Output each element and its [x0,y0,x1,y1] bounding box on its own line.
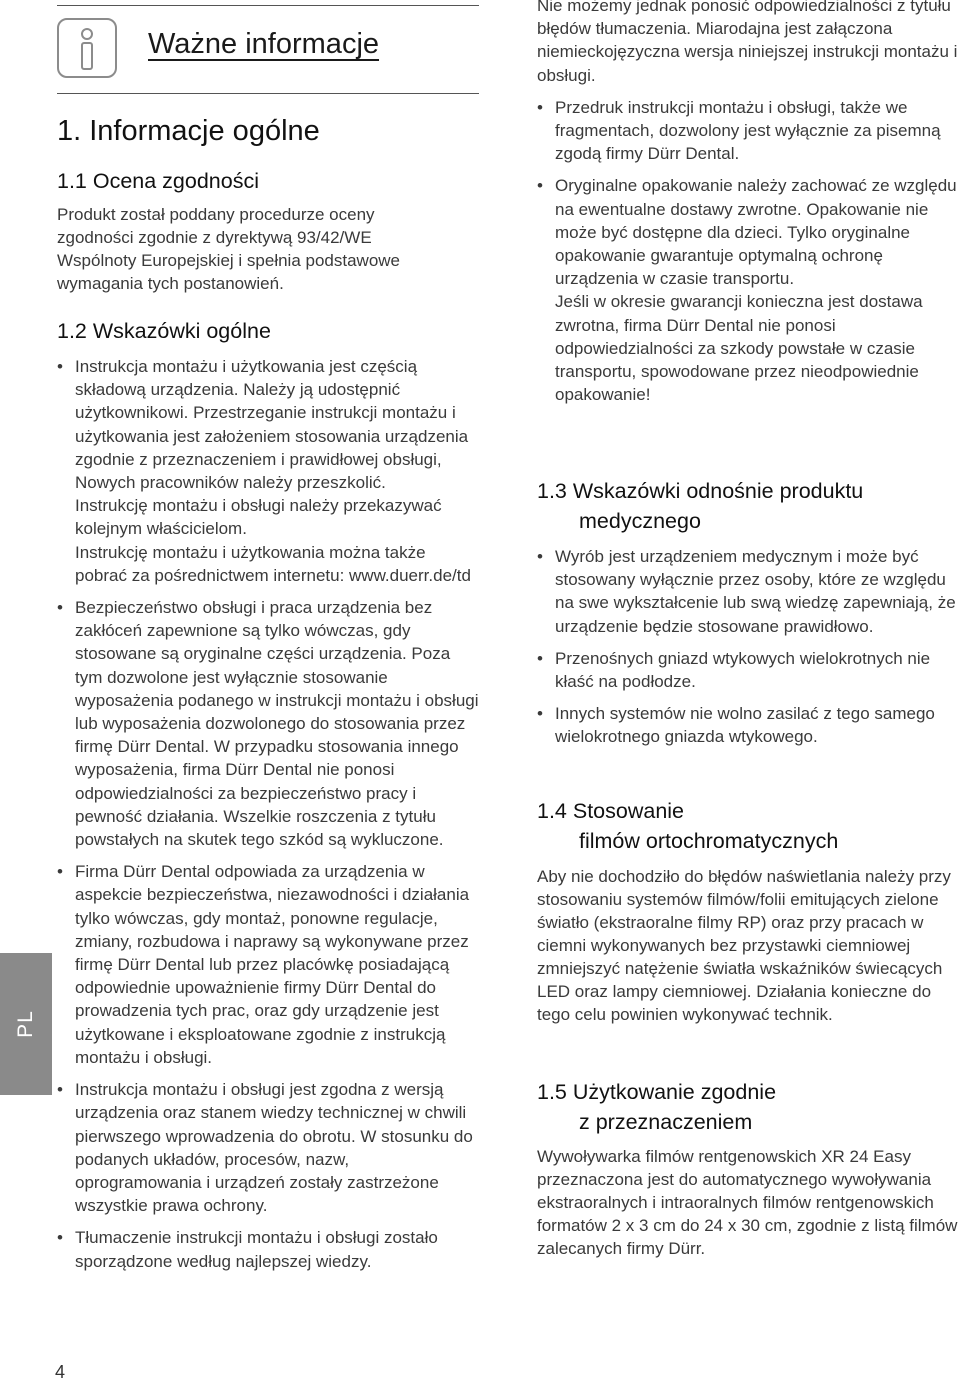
s13-title-line1: 1.3 Wskazówki odnośnie produktu [537,479,864,503]
list-item-paragraph: • Instrukcja montażu i użytkowania jest częścią składową urządzenia. Należy ją udostępnić użytkownikowi. Przestrzeganie instrukcji montażu i użytkowania jest założeniem stosowania urządzenia zgodnie z przeznaczeniem i prawidłowej obsługi, Nowych pracowników należy przeszkolić. [75,357,469,493]
list-item [57,1078,480,1217]
page-number: 4 [55,1362,66,1382]
list-item-paragraph: Nie możemy jednak ponosić odpowiedzialności z tytułu błędów tłumaczenia. Miarodajna jest załączona niemieckojęzyczna wersja niniejszej instrukcji montażu i obsługi. [537,0,958,85]
language-tab [0,953,52,1095]
list-item-paragraph: • Firma Dürr Dental odpowiada za urządzenia w aspekcie bezpieczeństwa, niezawodności i działania tylko wówczas, gdy montaż, ponowne regulacje, zmiany, rozbudowa i naprawy są wykonywane przez firmę Dürr Dental lub przez placówkę posiadającą odpowiednie upoważnienie firmy Dürr Dental do prowadzenia tych prac, oraz gdy urządzenie jest użytkowane i eksploatowane zgodnie z instrukcją montażu i obsługi. [75,862,470,1067]
s15-text: Wywoływarka filmów rentgenowskich XR 24 Easy przeznaczona jest do automatycznego wywoływania ekstraoralnych i intraoralnych filmów rentgenowskich formatów 2 x 3 cm do 24 x 30 cm, zgodnie z listą filmów zalecanych firmy Dürr. [537,1147,958,1258]
list-item-paragraph: Jeśli w okresie gwarancji konieczna jest dostawa zwrotna, firma Dürr Dental nie ponosi odpowiedzialności za szkody powstałe w czasie transportu, spowodowane przez nieodpowiednie opakowanie! [555,292,923,405]
info-icon [57,18,117,78]
page-title: Ważne informacje [148,28,380,60]
s15-title-line1: 1.5 Użytkowanie zgodnie [537,1080,777,1104]
list-item [537,0,960,87]
list-item-paragraph: Instrukcję montażu i obsługi należy przekazywać kolejnym właścicielom. [75,496,442,539]
s14-title [537,796,838,856]
language-tab-label: PL [14,1010,37,1038]
list-item [57,860,480,1069]
s11-text: Produkt został poddany procedurze oceny zgodności zgodnie z dyrektywą 93/42/WE Wspólnoty Europejskiej i spełnia podstawowe wymagania tych postanowień. [57,205,401,293]
s12-title: 1.2 Wskazówki ogólne [57,319,271,343]
right-top-bullet-list [537,0,960,415]
s15-title [537,1077,776,1137]
list-item-paragraph: • Instrukcja montażu i obsługi jest zgodna z wersją urządzenia oraz stanem wiedzy technicznej w chwili pierwszego wprowadzenia do obrotu. W stosunku do podanych układów, procesów, nazw, oprogramowania i urządzeń zostały zastrzeżone wszystkie prawa ochrony. [75,1080,473,1216]
list-item [537,174,960,406]
header-top-rule [57,5,479,6]
list-item-paragraph: • Przedruk instrukcji montażu i obsługi, także we fragmentach, dozwolony jest wyłącznie za pisemną zgodą firmy Dürr Dental. [555,97,941,164]
list-item: • Innych systemów nie wolno zasilać z tego samego wielokrotnego gniazda wtykowego. [537,702,960,748]
list-item [57,596,480,851]
s14-text: Aby nie dochodziło do błędów naświetlania należy przy stosowaniu systemów filmów/folii emitujących zielone światło (ekstraoralne filmy RP) oraz przy pracach w ciemni wykonywanych bez przystawki ciemniowej zmniejszyć natężenie światła wskaźników świecących LED oraz lampy ciemniowej. Działania konieczne do tego celu powinien wykonywać technik. [537,867,951,1024]
s11-title: 1.1 Ocena zgodności [57,169,259,193]
list-item: • Przenośnych gniazd wtykowych wielokrotnych nie kłaść na podłodze. [537,647,960,693]
header-bottom-rule [57,93,479,94]
list-item: • Wyrób jest urządzeniem medycznym i może być stosowany wyłącznie przez osoby, które ze względu na swe wykształcenie lub swą wiedzę zapewniają, że urządzenie będzie stosowane prawidłowo. [537,545,960,638]
list-item [57,355,480,587]
section-title: 1. Informacje ogólne [57,115,320,147]
s15-title-line2: z przeznaczeniem [579,1110,753,1134]
s14-title-line2: filmów ortochromatycznych [579,829,839,853]
list-item [57,1226,480,1272]
list-item-paragraph: • Oryginalne opakowanie należy zachować ze względu na ewentualne dostawy zwrotne. Opakowanie nie może być dostępne dla dzieci. Tylko oryginalne opakowanie gwarantuje optymalną ochronę urządzenia w czasie transportu. [555,176,957,289]
list-item-paragraph: Instrukcję montażu i użytkowania można także pobrać za pośrednictwem internetu: www.duerr.de/td [75,542,471,585]
s14-title-line1: 1.4 Stosowanie [537,799,685,823]
s12-bullet-list [57,355,480,1282]
s13-title [537,476,863,536]
s13-title-line2: medycznego [579,509,701,533]
s13-bullet-list [537,545,960,758]
list-item [537,96,960,166]
list-item-paragraph: • Tłumaczenie instrukcji montażu i obsługi zostało sporządzone według najlepszej wiedzy. [75,1228,438,1271]
list-item-paragraph: • Bezpieczeństwo obsługi i praca urządzenia bez zakłóceń zapewnione są tylko wówczas, gdy stosowane są oryginalne części urządzenia. Poza tym dozwolone jest wyłącznie stosowanie wyposażenia podanego w instrukcji montażu i obsługi lub wyposażenia dozwolonego do stosowania przez firmę Dürr Dental. W przypadku stosowania innego wyposażenia, firma Dürr Dental nie ponosi odpowiedzialności za bezpieczeństwo pracy i pewność działania. Wszelkie roszczenia z tytułu powstałych na skutek tego szkód są wykluczone. [75,598,479,850]
